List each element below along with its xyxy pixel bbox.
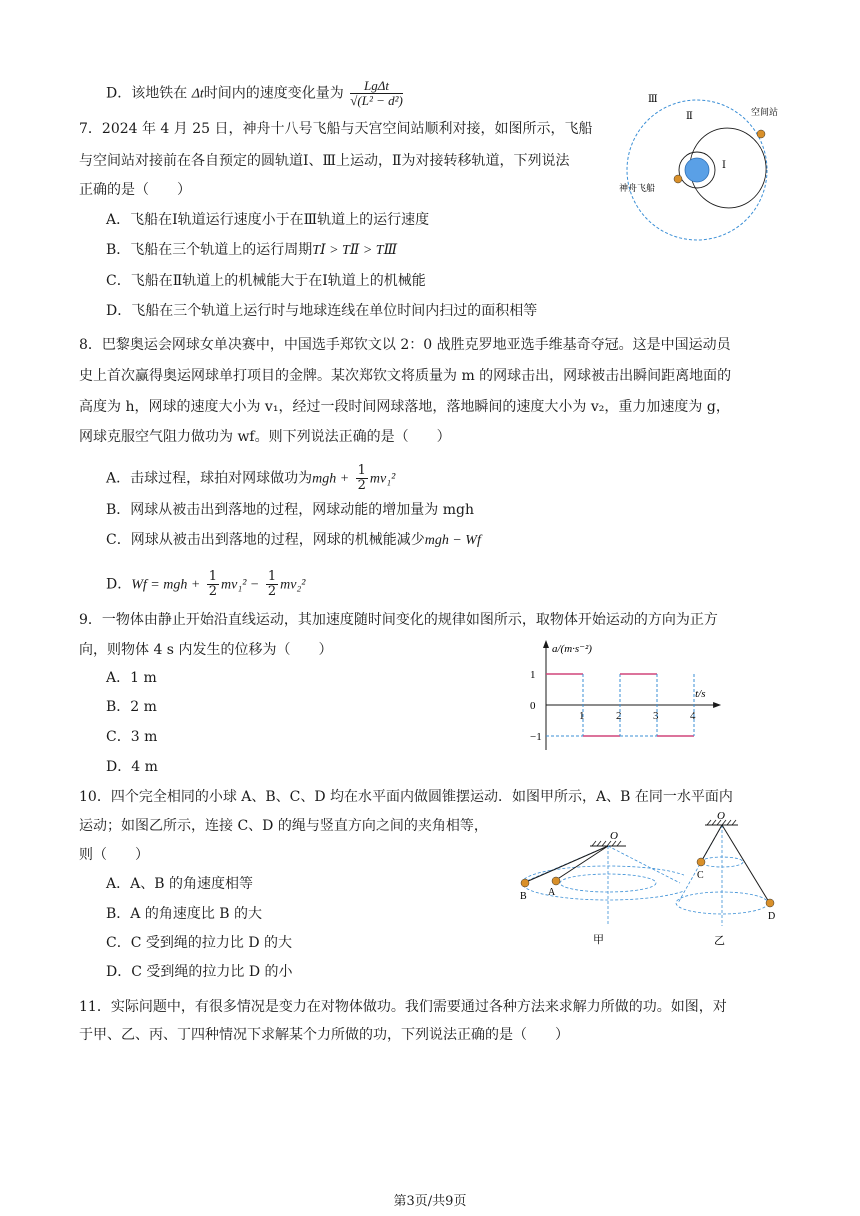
caption-jia: 甲 bbox=[593, 934, 604, 946]
label-d: D bbox=[768, 911, 776, 922]
q9-option-c: C．3 m bbox=[106, 729, 158, 745]
ball-a bbox=[552, 877, 560, 885]
acceleration-time-chart bbox=[520, 638, 730, 758]
q10-option-a: A．A、B 的角速度相等 bbox=[106, 876, 253, 892]
q8-stem-line2: 史上首次赢得奥运网球单打项目的金牌。某次郑钦文将质量为 m 的网球击出，网球被击出瞬间距离地面的 bbox=[79, 368, 732, 384]
y-axis-label: a/(m·s⁻²) bbox=[552, 643, 592, 655]
conical-pendulum-figure-yi bbox=[674, 808, 788, 948]
pivot-o-label: O bbox=[610, 830, 618, 842]
pivot-o-label-2: O bbox=[717, 810, 725, 822]
q8-stem-line3: 高度为 h，网球的速度大小为 v₁，经过一段时间网球落地，落地瞬间的速度大小为 v₂，重力加速度为 g， bbox=[79, 399, 730, 415]
x-tick-label-3: 3 bbox=[653, 710, 659, 722]
label-orbit-ii: Ⅱ bbox=[686, 111, 693, 122]
q8-stem-line4: 网球克服空气阻力做功为 wf。则下列说法正确的是（ ） bbox=[79, 429, 451, 445]
y-tick-label-0: 1 bbox=[530, 669, 536, 681]
q7-stem-line3: 正确的是（ ） bbox=[79, 182, 191, 198]
label-c: C bbox=[697, 870, 704, 881]
q6-option-d: D．该地铁在 Δt时间内的速度变化量为 $\frac{\text{LgΔt}}{\text{√(L² − d²)}}$ bbox=[106, 78, 403, 108]
q8-option-a: A．击球过程，球拍对网球做功为mgh + $\frac{1}{2}$ mv₁² bbox=[106, 463, 396, 493]
q8-stem-line1: 8．巴黎奥运会网球女单决赛中，中国选手郑钦文以 2：0 战胜克罗地亚选手维基奇夺冠。这是中国运动员 bbox=[79, 337, 731, 353]
label-space-station: 空间站 bbox=[751, 107, 778, 117]
q9-stem-line1: 9．一物体由静止开始沿直线运动，其加速度随时间变化的规律如图所示，取物体开始运动的方向为正方 bbox=[79, 612, 718, 628]
ball-c bbox=[697, 858, 705, 866]
q7-stem-line2: 与空间站对接前在各自预定的圆轨道Ⅰ、Ⅲ上运动，Ⅱ为对接转移轨道，下列说法 bbox=[79, 153, 570, 169]
q10-option-c: C．C 受到绳的拉力比 D 的大 bbox=[106, 935, 292, 951]
y-tick-label-1: 0 bbox=[530, 700, 536, 712]
label-orbit-iii: Ⅲ bbox=[648, 94, 658, 105]
page-footer: 第3页/共9页 bbox=[393, 1194, 467, 1209]
label-orbit-i: Ⅰ bbox=[722, 160, 726, 171]
ball-b bbox=[521, 879, 529, 887]
q9-stem-line2: 向，则物体 4 s 内发生的位移为（ ） bbox=[79, 642, 333, 658]
q9-option-b: B．2 m bbox=[106, 699, 157, 715]
orbit-figure bbox=[618, 88, 778, 248]
x-tick-label-1: 1 bbox=[579, 710, 585, 722]
spaceship-dot bbox=[674, 175, 682, 183]
q8-option-b: B．网球从被击出到落地的过程，网球动能的增加量为 mgh bbox=[106, 502, 474, 518]
y-axis-arrow bbox=[543, 640, 549, 648]
q8-option-d: D．Wf = mgh + $\frac{1}{2}$ mv₁² − $\frac{1}{2}$ mv₂² bbox=[106, 569, 306, 599]
conical-pendulum-figure-jia bbox=[512, 826, 684, 948]
q10-stem-line2: 运动；如图乙所示，连接 C、D 的绳与竖直方向之间的夹角相等， bbox=[79, 818, 488, 834]
x-tick-label-4: 4 bbox=[690, 710, 696, 722]
q10-stem-line3: 则（ ） bbox=[79, 847, 149, 863]
q7-stem-line1: 7．2024 年 4 月 25 日，神舟十八号飞船与天宫空间站顺利对接，如图所示，飞船 bbox=[79, 121, 593, 137]
q7-option-d: D．飞船在三个轨道上运行时与地球连线在单位时间内扫过的面积相等 bbox=[106, 303, 538, 319]
q10-option-b: B．A 的角速度比 B 的大 bbox=[106, 906, 263, 922]
label-a: A bbox=[548, 887, 556, 898]
x-tick-label-2: 2 bbox=[616, 710, 622, 722]
y-tick-label-2: −1 bbox=[530, 731, 542, 743]
x-axis-label: t/s bbox=[695, 688, 706, 700]
q8-option-c: C．网球从被击出到落地的过程，网球的机械能减少mgh − Wf bbox=[106, 532, 481, 548]
space-station-dot bbox=[757, 130, 765, 138]
x-axis-arrow bbox=[713, 702, 721, 708]
q10-stem-line1: 10．四个完全相同的小球 A、B、C、D 均在水平面内做圆锥摆运动．如图甲所示，A、B 在同一水平面内 bbox=[79, 789, 733, 805]
q7-option-a: A．飞船在Ⅰ轨道运行速度小于在Ⅲ轨道上的运行速度 bbox=[106, 212, 430, 228]
ball-d bbox=[766, 899, 774, 907]
q11-stem-line2: 于甲、乙、丙、丁四种情况下求解某个力所做的功，下列说法正确的是（ ） bbox=[79, 1027, 569, 1043]
earth bbox=[685, 158, 709, 182]
caption-yi: 乙 bbox=[714, 935, 725, 947]
q7-option-c: C．飞船在Ⅱ轨道上的机械能大于在Ⅰ轨道上的机械能 bbox=[106, 273, 426, 289]
q9-option-d: D．4 m bbox=[106, 759, 158, 775]
label-b: B bbox=[520, 891, 527, 902]
label-spaceship: 神舟飞船 bbox=[619, 183, 656, 193]
q9-option-a: A．1 m bbox=[106, 670, 157, 686]
q11-stem-line1: 11．实际问题中，有很多情况是变力在对物体做功。我们需要通过各种方法来求解力所做的功。如图，对 bbox=[79, 999, 727, 1015]
q10-option-d: D．C 受到绳的拉力比 D 的小 bbox=[106, 964, 293, 980]
q7-option-b: B．飞船在三个轨道上的运行周期TⅠ > TⅡ > TⅢ bbox=[106, 242, 398, 258]
